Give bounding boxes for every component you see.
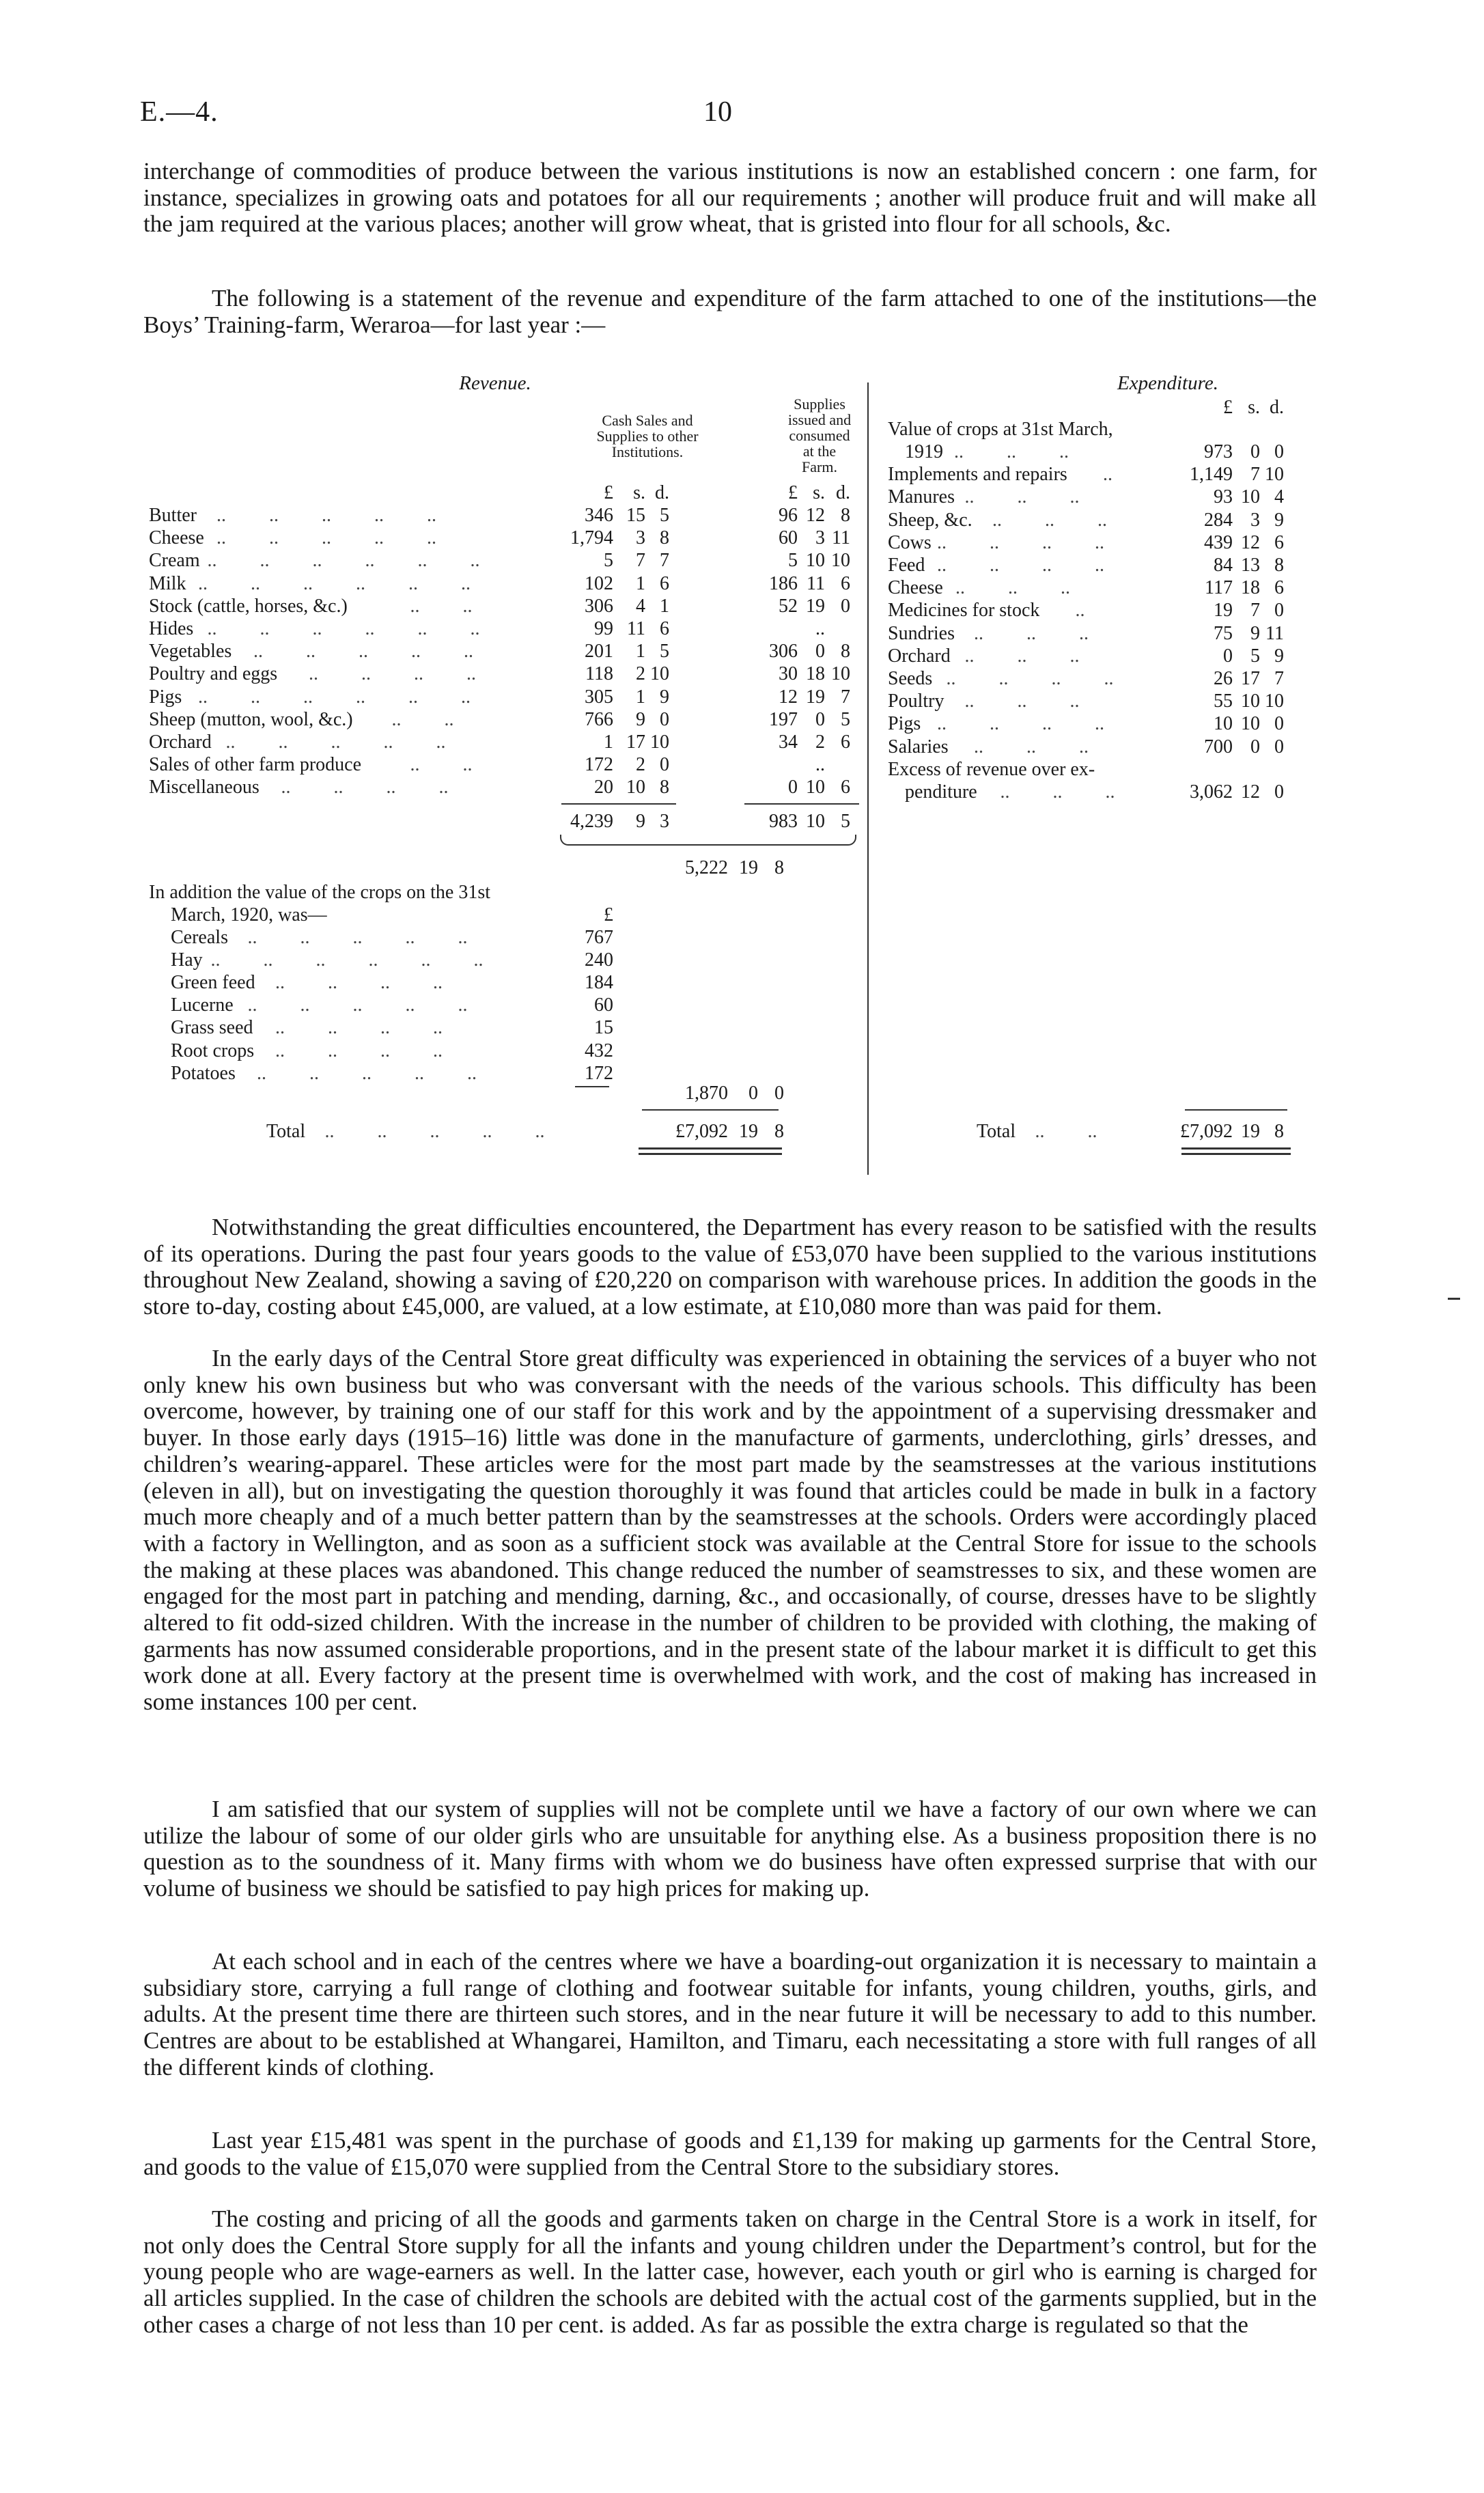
revenue-combined-total: 8: [774, 856, 784, 878]
revenue-grand-total: 8: [774, 1121, 784, 1142]
column-header: consumed: [789, 427, 850, 444]
crop-value: 15: [594, 1017, 613, 1039]
leader-dots: .. .. .. .. ..: [257, 1062, 477, 1084]
expenditure-value: 11: [1265, 622, 1284, 644]
crop-label: Potatoes: [171, 1062, 236, 1084]
revenue-supplies-value: 60: [779, 527, 798, 549]
revenue-row-label: Miscellaneous: [149, 777, 260, 798]
revenue-row-label: Sales of other farm produce: [149, 754, 361, 776]
expenditure-row-label: Implements and repairs: [888, 464, 1067, 486]
leader-dots: .. .. .. .. ..: [247, 994, 468, 1016]
leader-dots: .. .. .. .. ..: [216, 505, 436, 526]
leader-dots: .. .. .. .. ..: [225, 732, 446, 753]
leader-dots: .. .. ..: [974, 736, 1089, 757]
leader-dots: .. ..: [1035, 1121, 1097, 1142]
expenditure-value: 5: [1250, 645, 1260, 667]
revenue-grand-total: £7,092: [675, 1121, 728, 1142]
revenue-row-label: Cheese: [149, 527, 204, 549]
revenue-row-label: Orchard: [149, 732, 212, 753]
revenue-combined-total: 19: [739, 856, 758, 878]
crop-label: Root crops: [171, 1040, 255, 1061]
lsd-header: d.: [1270, 397, 1284, 418]
revenue-supplies-value: 18: [806, 663, 825, 685]
expenditure-value: 0: [1250, 736, 1260, 757]
revenue-supplies-value: 30: [779, 663, 798, 685]
revenue-cash-value: 6: [660, 618, 669, 639]
revenue-supplies-value: 5: [788, 550, 798, 572]
brace: [560, 835, 856, 846]
lsd-header: s.: [633, 482, 645, 503]
revenue-grand-total: 19: [739, 1121, 758, 1142]
revenue-cash-value: 5: [604, 550, 613, 572]
revenue-supplies-value: 10: [806, 550, 825, 572]
revenue-cash-value: 1: [636, 641, 645, 663]
expenditure-value: 0: [1250, 441, 1260, 462]
expenditure-value: 3,062: [1190, 781, 1233, 803]
crops-total: 1,870: [685, 1083, 728, 1104]
expenditure-grand-total: £7,092: [1180, 1121, 1233, 1142]
total-rule: [1185, 1109, 1287, 1111]
revenue-cash-value: 20: [594, 777, 613, 798]
expenditure-value: 0: [1274, 736, 1284, 757]
revenue-supplies-value: 12: [779, 686, 798, 708]
leader-dots: .. .. .. ..: [937, 531, 1104, 553]
column-header: Supplies: [794, 395, 845, 413]
expenditure-value: 84: [1214, 555, 1233, 576]
revenue-cash-value: 1: [636, 572, 645, 594]
expenditure-row-label: Feed: [888, 555, 925, 576]
expenditure-value: 10: [1241, 713, 1260, 735]
column-header: Farm.: [802, 458, 837, 475]
revenue-supplies-value: 10: [831, 550, 850, 572]
leader-dots: ..: [1103, 464, 1112, 486]
column-header: Cash Sales and: [602, 412, 693, 429]
revenue-cash-value: 9: [636, 708, 645, 730]
revenue-supplies-value: 8: [841, 641, 850, 663]
crop-value: 184: [585, 972, 613, 993]
crops-pound-sign: £: [604, 904, 613, 925]
revenue-row-label: Poultry and eggs: [149, 663, 278, 685]
expenditure-value: 10: [1265, 691, 1284, 712]
lsd-header: d.: [655, 482, 669, 503]
expenditure-row-label: Orchard: [888, 645, 951, 667]
leader-dots: .. .. .. .. .. ..: [198, 572, 471, 594]
expenditure-row-label: Cows: [888, 531, 932, 553]
expenditure-row-label: Salaries: [888, 736, 949, 757]
expenditure-row-label: Sundries: [888, 622, 955, 644]
revenue-cash-value: 305: [585, 686, 613, 708]
crop-label: Grass seed: [171, 1017, 253, 1039]
expenditure-grand-total: 19: [1241, 1121, 1260, 1142]
revenue-cash-value: 201: [585, 641, 613, 663]
revenue-cash-value: 17: [626, 732, 645, 753]
expenditure-value: 8: [1274, 555, 1284, 576]
expenditure-value: 9: [1274, 509, 1284, 531]
expenditure-value: 12: [1241, 531, 1260, 553]
revenue-supplies-subtotal: 10: [806, 810, 825, 832]
leader-dots: .. .. .. .. ..: [253, 641, 473, 663]
intro-paragraph: The following is a statement of the revenue and expenditure of the farm attached to one of the institutions—the Boys’ Training-farm, Weraroa—for last year :—: [143, 285, 1317, 338]
crop-label: Cereals: [171, 926, 228, 948]
crop-value: 432: [585, 1040, 613, 1061]
revenue-cash-value: 2: [636, 754, 645, 776]
lsd-header: £: [604, 482, 613, 503]
body-paragraph: The costing and pricing of all the goods and garments taken on charge in the Central Store is a work in itself, for not only does the Central Store supply for all the infants and young children under the Department’s control, but for the young people who are wage-earners as well. In the latter case, however, each youth or girl who is earning is charged for all articles supplied. In the case of children the schools are debited with the actual cost of the garments supplied, but in the other cases a charge of not less than 10 per cent. is added. As far as possible the extra charge is regulated so that the: [143, 2205, 1317, 2338]
revenue-cash-value: 10: [650, 732, 669, 753]
revenue-cash-value: 172: [585, 754, 613, 776]
revenue-cash-value: 0: [660, 754, 669, 776]
expenditure-row-label: 1919: [905, 441, 943, 462]
revenue-supplies-value: 34: [779, 732, 798, 753]
revenue-cash-subtotal: 4,239: [570, 810, 613, 832]
revenue-supplies-value: ..: [815, 754, 825, 776]
column-divider: [867, 382, 869, 1175]
column-header: issued and: [787, 411, 852, 428]
expenditure-value: 0: [1223, 645, 1233, 667]
leader-dots: .. .. .. ..: [275, 972, 443, 993]
leader-dots: .. .. ..: [954, 441, 1069, 462]
revenue-supplies-value: 0: [788, 777, 798, 798]
expenditure-value: 10: [1241, 691, 1260, 712]
subtotal-rule: [744, 803, 859, 805]
subtotal-rule: [561, 803, 676, 805]
revenue-cash-value: 306: [585, 595, 613, 617]
expenditure-value: 18: [1241, 577, 1260, 599]
expenditure-value: 7: [1274, 668, 1284, 689]
revenue-cash-value: 7: [636, 550, 645, 572]
revenue-cash-value: 766: [585, 708, 613, 730]
total-rule: [642, 1109, 779, 1111]
revenue-cash-value: 5: [660, 641, 669, 663]
revenue-cash-value: 3: [636, 527, 645, 549]
expenditure-value: 439: [1204, 531, 1233, 553]
revenue-supplies-value: 0: [841, 595, 850, 617]
expenditure-value: 0: [1274, 600, 1284, 622]
revenue-supplies-value: 0: [815, 708, 825, 730]
expenditure-total-label: Total: [977, 1121, 1016, 1142]
leader-dots: .. .. .. .. .. ..: [210, 949, 484, 971]
margin-mark: [1448, 1298, 1460, 1300]
column-header: Supplies to other: [596, 428, 699, 445]
expenditure-value: 10: [1265, 464, 1284, 486]
revenue-cash-subtotal: 3: [660, 810, 669, 832]
revenue-cash-value: 7: [660, 550, 669, 572]
revenue-combined-total: 5,222: [685, 856, 728, 878]
leader-dots: .. .. .. .. .. ..: [207, 618, 480, 639]
leader-dots: .. .. ..: [964, 645, 1080, 667]
revenue-supplies-value: 3: [815, 527, 825, 549]
revenue-supplies-value: 19: [806, 686, 825, 708]
leader-dots: .. .. ..: [955, 577, 1070, 599]
leader-dots: .. ..: [391, 708, 454, 730]
expenditure-value: 93: [1214, 486, 1233, 508]
revenue-supplies-value: 306: [769, 641, 798, 663]
revenue-supplies-value: 0: [815, 641, 825, 663]
revenue-cash-value: 0: [660, 708, 669, 730]
leader-dots: .. .. ..: [1000, 781, 1115, 803]
revenue-cash-value: 5: [660, 505, 669, 526]
expenditure-value: 12: [1241, 781, 1260, 803]
expenditure-value: 1,149: [1190, 464, 1233, 486]
revenue-supplies-value: 6: [841, 732, 850, 753]
revenue-supplies-subtotal: 983: [769, 810, 798, 832]
expenditure-row-label: Pigs: [888, 713, 921, 735]
leader-dots: .. .. .. .. ..: [216, 527, 436, 549]
expenditure-row-label: Sheep, &c.: [888, 509, 972, 531]
revenue-supplies-value: 96: [779, 505, 798, 526]
double-rule: [1181, 1147, 1291, 1150]
crop-value: 240: [585, 949, 613, 971]
expenditure-grand-total: 8: [1274, 1121, 1284, 1142]
lsd-header: s.: [1248, 397, 1260, 418]
revenue-supplies-value: 10: [831, 663, 850, 685]
crops-total: 0: [748, 1083, 758, 1104]
intro-paragraph: interchange of commodities of produce between the various institutions is now an established concern : one farm, for instance, specializes in growing oats and potatoes for all our requirements ; another will produce fruit and will make all the jam required at the various places; another will grow wheat, that is gristed into flour for all schools, &c.: [143, 158, 1317, 238]
leader-dots: .. .. .. .. ..: [324, 1121, 545, 1142]
revenue-supplies-value: 2: [815, 732, 825, 753]
revenue-row-label: Hides: [149, 618, 194, 639]
expenditure-value: 10: [1214, 713, 1233, 735]
expenditure-value: 13: [1241, 555, 1260, 576]
crops-intro: In addition the value of the crops on the 31st: [149, 881, 490, 903]
leader-dots: .. .. ..: [992, 509, 1107, 531]
double-rule: [1181, 1153, 1291, 1155]
revenue-supplies-value: 8: [841, 505, 850, 526]
expenditure-value: 0: [1274, 713, 1284, 735]
leader-dots: .. .. ..: [974, 622, 1089, 644]
expenditure-row-label: Value of crops at 31st March,: [888, 419, 1113, 440]
expenditure-value: 117: [1205, 577, 1233, 599]
revenue-cash-value: 10: [650, 663, 669, 685]
document-reference: E.—4.: [140, 96, 219, 128]
lsd-header: £: [1223, 397, 1233, 418]
crops-intro: March, 1920, was—: [171, 904, 327, 925]
leader-dots: .. .. .. ..: [275, 1040, 443, 1061]
expenditure-value: 19: [1214, 600, 1233, 622]
revenue-supplies-value: 7: [841, 686, 850, 708]
leader-dots: .. .. .. ..: [275, 1017, 443, 1039]
revenue-supplies-value: 11: [807, 572, 825, 594]
double-rule: [639, 1147, 782, 1150]
leader-dots: .. .. .. ..: [937, 555, 1104, 576]
revenue-supplies-value: 12: [806, 505, 825, 526]
revenue-cash-value: 8: [660, 777, 669, 798]
revenue-row-label: Vegetables: [149, 641, 232, 663]
column-header: at the: [802, 443, 837, 460]
expenditure-value: 0: [1274, 441, 1284, 462]
revenue-cash-value: 6: [660, 572, 669, 594]
revenue-row-label: Stock (cattle, horses, &c.): [149, 595, 348, 617]
column-header: Institutions.: [611, 443, 684, 460]
revenue-supplies-value: ..: [815, 618, 825, 639]
crop-value: 172: [585, 1062, 613, 1084]
body-paragraph: At each school and in each of the centres where we have a boarding-out organization it is necessary to maintain a subsidiary store, carrying a full range of clothing and footwear suitable for infants, young children, youths, girls, and adults. At the present time there are thirteen such stores, and in the near future it will be necessary to add to this number. Centres are about to be established at Whangarei, Hamilton, and Timaru, each necessitating a store with full ranges of all the different kinds of clothing.: [143, 1948, 1317, 2080]
revenue-cash-value: 2: [636, 663, 645, 685]
revenue-cash-value: 1: [604, 732, 613, 753]
revenue-cash-value: 102: [585, 572, 613, 594]
leader-dots: .. .. .. .. .. ..: [207, 550, 480, 572]
expenditure-value: 700: [1204, 736, 1233, 757]
body-paragraph: Last year £15,481 was spent in the purchase of goods and £1,139 for making up garments for the Central Store, and goods to the value of £15,070 were supplied from the Central Store to the subsidiary stores.: [143, 2127, 1317, 2180]
revenue-supplies-value: 186: [769, 572, 798, 594]
expenditure-value: 7: [1250, 464, 1260, 486]
leader-dots: .. .. ..: [964, 691, 1080, 712]
expenditure-value: 6: [1274, 577, 1284, 599]
revenue-row-label: Sheep (mutton, wool, &c.): [149, 708, 353, 730]
expenditure-row-label: Cheese: [888, 577, 943, 599]
expenditure-row-label: Poultry: [888, 691, 944, 712]
expenditure-value: 7: [1250, 600, 1260, 622]
expenditure-value: 17: [1241, 668, 1260, 689]
revenue-supplies-subtotal: 5: [841, 810, 850, 832]
expenditure-value: 4: [1274, 486, 1284, 508]
revenue-supplies-value: 10: [806, 777, 825, 798]
expenditure-row-label: Manures: [888, 486, 955, 508]
leader-dots: .. .. .. ..: [309, 663, 476, 685]
double-rule: [639, 1153, 782, 1155]
leader-dots: .. .. ..: [964, 486, 1080, 508]
expenditure-value: 0: [1274, 781, 1284, 803]
leader-dots: .. .. .. .. .. ..: [198, 686, 471, 708]
leader-dots: .. ..: [410, 595, 473, 617]
revenue-cash-value: 1: [660, 595, 669, 617]
revenue-cash-value: 4: [636, 595, 645, 617]
revenue-row-label: Milk: [149, 572, 186, 594]
revenue-cash-value: 346: [585, 505, 613, 526]
leader-dots: .. .. .. ..: [937, 713, 1104, 735]
revenue-supplies-value: 11: [832, 527, 850, 549]
leader-dots: .. .. .. ..: [281, 777, 449, 798]
expenditure-value: 9: [1274, 645, 1284, 667]
body-paragraph: In the early days of the Central Store great difficulty was experienced in obtaining the services of a buyer who not only knew his own business but who was conversant with the needs of the various schools. This difficulty has been overcome, however, by training one of our staff for this work and by the appointment of a supervising dressmaker and buyer. In those early days (1915–16) little was done in the manufacture of garments, underclothing, girls’ dresses, and children’s wearing-apparel. These articles were for the most part made by the seamstresses at the various institutions (eleven in all), but on investigating the question thoroughly it was found that articles could be made in bulk in a factory much more cheaply and of a much better pattern than by the seamstresses at the schools. Orders were accordingly placed with a factory in Wellington, and as soon as a sufficient stock was available at the Central Store for issue to the schools the making at these places was abandoned. This change reduced the number of seamstresses to six, and these women are engaged for the most part in patching and mending, darning, &c., and occasionally, of course, dresses have to be slightly altered to fit odd-sized children. With the increase in the number of children to be provided with clothing, the making of garments has now assumed considerable proportions, and in the present state of the labour market it is difficult to get this work done at all. Every factory at the present time is overwhelmed with work, and the cost of making has increased in some instances 100 per cent.: [143, 1345, 1317, 1716]
leader-dots: .. .. .. .. ..: [247, 926, 468, 948]
revenue-cash-value: 9: [660, 686, 669, 708]
body-paragraph: Notwithstanding the great difficulties encountered, the Department has every reason to be satisfied with the results of its operations. During the past four years goods to the value of £53,070 have been supplied to the various institutions throughout New Zealand, showing a saving of £20,220 on comparison with warehouse prices. In addition the goods in the store to-day, costing about £45,000, are valued, at a low estimate, at £10,080 more than was paid for them.: [143, 1214, 1317, 1320]
revenue-heading: Revenue.: [459, 372, 531, 394]
page-number: 10: [703, 96, 732, 128]
lsd-header: s.: [813, 482, 825, 503]
revenue-row-label: Butter: [149, 505, 197, 526]
expenditure-value: 10: [1241, 486, 1260, 508]
revenue-row-label: Cream: [149, 550, 200, 572]
lsd-header: £: [788, 482, 798, 503]
lsd-header: d.: [836, 482, 850, 503]
revenue-cash-value: 8: [660, 527, 669, 549]
expenditure-value: 6: [1274, 531, 1284, 553]
revenue-supplies-value: 5: [841, 708, 850, 730]
revenue-supplies-value: 197: [769, 708, 798, 730]
revenue-cash-subtotal: 9: [636, 810, 645, 832]
revenue-cash-value: 11: [627, 618, 645, 639]
revenue-cash-value: 1: [636, 686, 645, 708]
expenditure-value: 973: [1204, 441, 1233, 462]
revenue-supplies-value: 6: [841, 572, 850, 594]
leader-dots: .. .. .. ..: [946, 668, 1114, 689]
revenue-cash-value: 118: [585, 663, 613, 685]
expenditure-row-label: Medicines for stock: [888, 600, 1040, 622]
revenue-supplies-value: 52: [779, 595, 798, 617]
crop-label: Hay: [171, 949, 203, 971]
revenue-supplies-value: 6: [841, 777, 850, 798]
revenue-cash-value: 99: [594, 618, 613, 639]
body-paragraph: I am satisfied that our system of supplies will not be complete until we have a factory of our own where we can utilize the labour of some of our older girls who are unsuitable for anything else. As a business proposition there is no question as to the soundness of it. Many firms with whom we do business have often expressed surprise that with our volume of business we should be satisfied to pay high prices for making up.: [143, 1796, 1317, 1902]
expenditure-value: 9: [1250, 622, 1260, 644]
crop-value: 767: [585, 926, 613, 948]
revenue-row-label: Pigs: [149, 686, 182, 708]
revenue-total-label: Total: [266, 1121, 306, 1142]
crops-total: 0: [774, 1083, 784, 1104]
expenditure-value: 26: [1214, 668, 1233, 689]
expenditure-row-label: Excess of revenue over ex-: [888, 758, 1095, 780]
leader-dots: .. ..: [410, 754, 473, 776]
revenue-cash-value: 15: [626, 505, 645, 526]
expenditure-heading: Expenditure.: [1117, 372, 1218, 394]
expenditure-row-label: penditure: [905, 781, 977, 803]
expenditure-value: 3: [1250, 509, 1260, 531]
expenditure-value: 284: [1204, 509, 1233, 531]
leader-dots: ..: [1075, 600, 1085, 622]
revenue-cash-value: 1,794: [570, 527, 613, 549]
revenue-cash-value: 10: [626, 777, 645, 798]
crop-label: Green feed: [171, 972, 255, 993]
crop-value: 60: [594, 994, 613, 1016]
expenditure-value: 55: [1214, 691, 1233, 712]
expenditure-row-label: Seeds: [888, 668, 933, 689]
crop-label: Lucerne: [171, 994, 234, 1016]
revenue-supplies-value: 19: [806, 595, 825, 617]
expenditure-value: 75: [1214, 622, 1233, 644]
